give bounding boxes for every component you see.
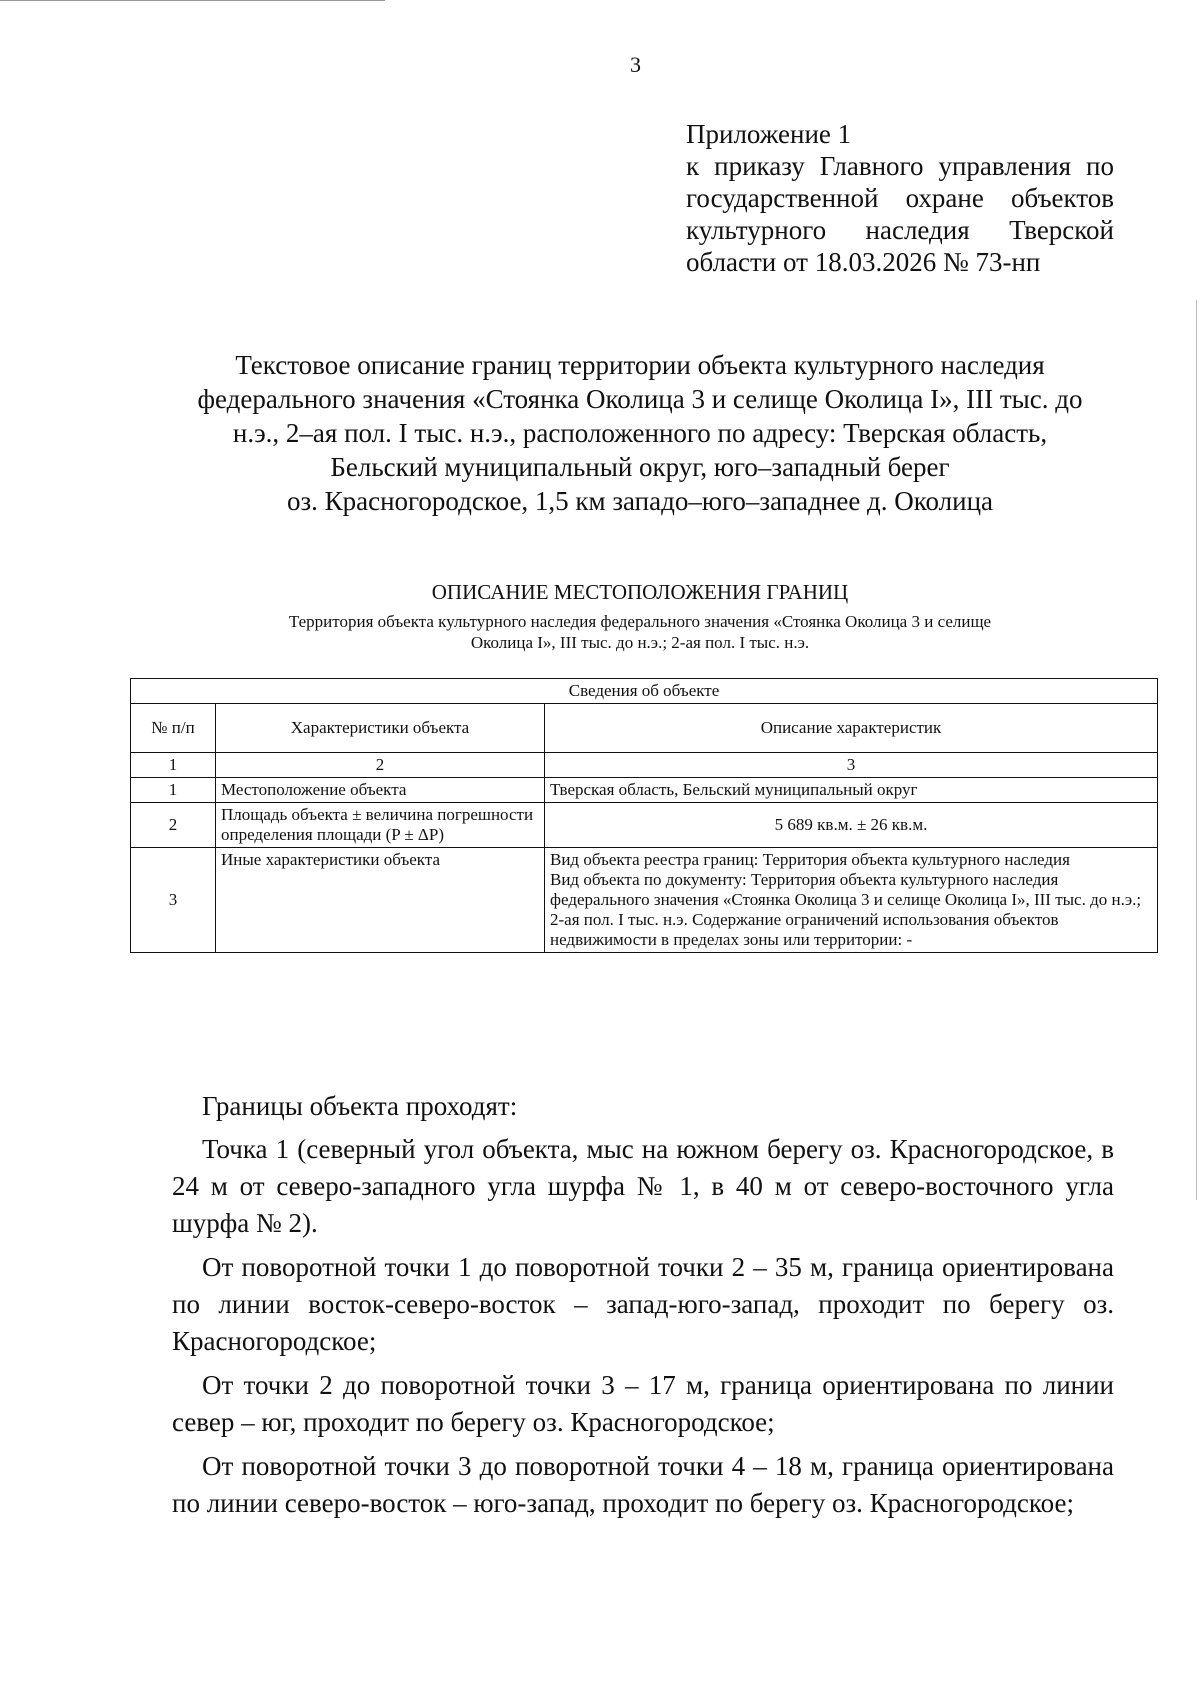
- title-line: Текстовое описание границ территории объекта культурного наследия: [235, 350, 1045, 380]
- appendix-line: области от 18.03.2026 № 73-нп: [686, 247, 1041, 277]
- row-characteristic: Площадь объекта ± величина погрешности определения площади (P ± ΔP): [216, 803, 545, 848]
- paragraph: От точки 2 до поворотной точки 3 – 17 м, граница ориентирована по линии север – юг, проходит по берегу оз. Красногородское;: [172, 1370, 1114, 1437]
- appendix-block: [686, 118, 1114, 278]
- document-title: [150, 348, 1130, 518]
- table-row: [131, 803, 1158, 848]
- appendix-line: государственной охране объектов: [686, 183, 1114, 213]
- column-number: 1: [131, 753, 216, 778]
- scan-edge-line: [1196, 300, 1197, 1200]
- row-description: Тверская область, Бельский муниципальный округ: [545, 778, 1158, 803]
- appendix-line: культурного наследия Тверской: [686, 215, 1114, 245]
- title-line: федерального значения «Стоянка Околица 3 и селище Околица I», III тыс. до: [197, 384, 1083, 414]
- row-characteristic: Местоположение объекта: [216, 778, 545, 803]
- page-number: 3: [630, 52, 641, 77]
- header-characteristic: Характеристики объекта: [216, 704, 545, 753]
- row-description: 5 689 кв.м. ± 26 кв.м.: [545, 803, 1158, 848]
- appendix-line: к приказу Главного управления по: [686, 151, 1114, 181]
- table-caption: Сведения об объекте: [131, 679, 1158, 704]
- scan-edge-line: [0, 0, 385, 1]
- subtitle-line: Территория объекта культурного наследия федерального значения «Стоянка Околица 3 и селище: [288, 612, 992, 631]
- table-numbering-row: [131, 753, 1158, 778]
- table-row: [131, 848, 1158, 953]
- title-line: оз. Красногородское, 1,5 км западо–юго–западнее д. Околица: [286, 486, 994, 516]
- paragraph: От поворотной точки 1 до поворотной точки 2 – 35 м, граница ориентирована по линии восток-северо-восток – запад-юго-запад, проходит по берегу оз. Красногородское;: [172, 1252, 1114, 1356]
- row-description: Вид объекта реестра границ: Территория объекта культурного наследия Вид объекта по документу: Территория объекта культурного наследия федерального значения «Стоянка Околица 3 и селище Околица I», III тыс. до н.э.; 2-ая пол. I тыс. н.э. Содержание ограничений использования объектов недвижимости в пределах зоны или территории: -: [545, 848, 1158, 953]
- column-number: 2: [216, 753, 545, 778]
- title-line: н.э., 2–ая пол. I тыс. н.э., расположенного по адресу: Тверская область,: [232, 418, 1048, 448]
- row-number: 1: [131, 778, 216, 803]
- column-number: 3: [545, 753, 1158, 778]
- header-description: Описание характеристик: [545, 704, 1158, 753]
- title-line: Бельский муниципальный округ, юго–западный берег: [330, 452, 950, 482]
- appendix-title: Приложение 1: [686, 119, 852, 149]
- table-header-row: [131, 704, 1158, 753]
- section-heading: ОПИСАНИЕ МЕСТОПОЛОЖЕНИЯ ГРАНИЦ: [431, 580, 849, 604]
- paragraph: От поворотной точки 3 до поворотной точки 4 – 18 м, граница ориентирована по линии северо-восток – юго-запад, проходит по берегу оз. Красногородское;: [172, 1451, 1114, 1518]
- boundary-description: [172, 1088, 1114, 1529]
- paragraph: Точка 1 (северный угол объекта, мыс на южном берегу оз. Красногородское, в 24 м от северо-западного угла шурфа № 1, в 40 м от северо-восточного угла шурфа № 2).: [172, 1134, 1114, 1238]
- table-caption-row: [131, 679, 1158, 704]
- paragraph: Границы объекта проходят:: [202, 1091, 518, 1121]
- row-number: 3: [131, 848, 216, 953]
- row-characteristic: Иные характеристики объекта: [216, 848, 545, 953]
- subtitle-line: Околица I», III тыс. до н.э.; 2-ая пол. I тыс. н.э.: [470, 633, 810, 652]
- header-number: № п/п: [131, 704, 216, 753]
- section-subtitle: [150, 611, 1130, 653]
- object-info-table: [130, 678, 1158, 953]
- row-number: 2: [131, 803, 216, 848]
- table-row: [131, 778, 1158, 803]
